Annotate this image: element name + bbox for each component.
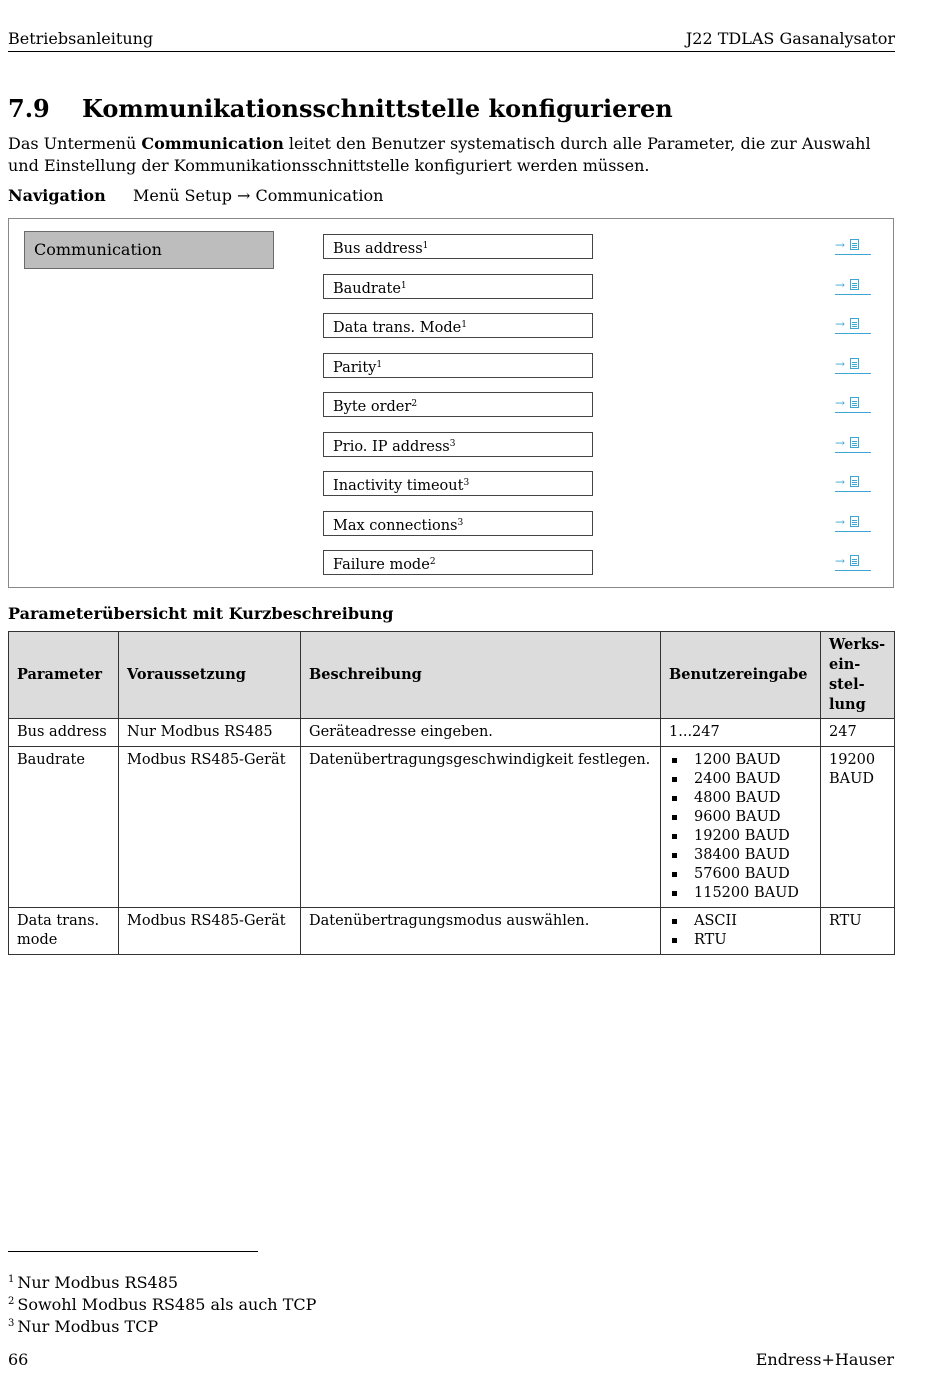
footnote-text: Sowohl Modbus RS485 als auch TCP (17, 1295, 317, 1314)
col-header-description: Beschreibung (301, 632, 661, 719)
col-header-parameter: Parameter (9, 632, 119, 719)
option-item: 1200 BAUD (669, 751, 812, 770)
menu-item-page-link[interactable] (835, 436, 871, 453)
arrow-right-icon: → (835, 514, 846, 529)
option-item: 38400 BAUD (669, 846, 812, 865)
section-number: 7.9 (8, 94, 50, 123)
cell-default: 247 (821, 719, 895, 747)
menu-item-footnote-ref: 1 (400, 280, 407, 291)
option-item: RTU (669, 931, 812, 950)
cell-condition: Nur Modbus RS485 (119, 719, 301, 747)
cell-parameter-line: mode (17, 932, 58, 948)
option-item: 9600 BAUD (669, 808, 812, 827)
section-title: Kommunikationsschnittstelle konfigurieren (82, 94, 673, 123)
menu-item-page-link[interactable] (835, 475, 871, 492)
running-header-left: Betriebsanleitung (8, 29, 154, 48)
intro-text-start: Das Untermenü (8, 134, 142, 153)
brand-name: Endress+Hauser (755, 1350, 894, 1369)
menu-item-label: Failure mode (333, 557, 430, 573)
col-header-default-line: lung (829, 696, 866, 713)
menu-item-label: Inactivity timeout (333, 478, 464, 494)
table-row-data-trans-mode (9, 908, 895, 955)
menu-item-page-link[interactable] (835, 317, 871, 334)
menu-item-page-link[interactable] (835, 357, 871, 374)
arrow-right-icon: → (835, 238, 846, 252)
arrow-right-icon: → (835, 475, 846, 489)
arrow-right-icon: → (835, 435, 846, 450)
col-header-default-line: stel- (829, 676, 865, 693)
table-row-bus-address (9, 719, 895, 747)
menu-item-footnote-ref: 3 (463, 478, 470, 488)
col-header-default-line: ein- (829, 656, 861, 673)
menu-item-page-link[interactable] (835, 238, 871, 255)
menu-item-baudrate[interactable] (323, 274, 593, 299)
document-icon (850, 239, 859, 250)
menu-item-label: Prio. IP address (333, 438, 450, 455)
menu-item-page-link[interactable] (835, 554, 871, 571)
menu-item-prio-ip-address[interactable] (323, 432, 593, 457)
option-item: 57600 BAUD (669, 865, 812, 884)
menu-item-footnote-ref: 1 (461, 320, 467, 330)
table-title: Parameterübersicht mit Kurzbeschreibung (8, 604, 394, 623)
footnote-number: 3 (8, 1318, 15, 1329)
menu-item-label: Max connections (333, 517, 458, 534)
menu-structure-box (8, 218, 894, 588)
menu-item-max-connections[interactable] (323, 511, 593, 536)
document-icon (850, 358, 859, 369)
parameter-table (8, 631, 895, 955)
intro-paragraph (8, 133, 888, 177)
document-icon (850, 397, 859, 408)
menu-item-data-trans-mode[interactable] (323, 313, 593, 338)
footnote-2 (8, 1295, 316, 1314)
document-icon (850, 516, 859, 527)
footnote-text: Nur Modbus RS485 (17, 1273, 179, 1292)
document-icon (850, 555, 859, 566)
navigation-path: Menü Setup → Communication (133, 186, 384, 205)
navigation-label: Navigation (8, 186, 106, 205)
option-item: 115200 BAUD (669, 884, 812, 903)
table-header-row (9, 632, 895, 719)
header-rule (8, 51, 895, 52)
menu-item-label: Baudrate (333, 280, 401, 297)
menu-item-inactivity-timeout[interactable] (323, 471, 593, 496)
menu-item-label: Byte order (333, 399, 412, 415)
cell-condition: Modbus RS485-Gerät (119, 908, 301, 955)
cell-parameter (9, 908, 119, 955)
cell-input (661, 747, 821, 908)
menu-item-footnote-ref: 3 (449, 438, 456, 449)
navigation-line (8, 186, 383, 205)
option-item: ASCII (669, 912, 812, 931)
menu-item-footnote-ref: 1 (422, 241, 429, 251)
menu-item-failure-mode[interactable] (323, 550, 593, 575)
arrow-right-icon: → (835, 317, 846, 331)
col-header-default-line: Werks- (829, 636, 886, 653)
intro-bold-term: Communication (141, 134, 284, 153)
cell-parameter-line: Data trans. (17, 913, 100, 929)
cell-default (821, 747, 895, 908)
arrow-right-icon: → (835, 554, 846, 568)
col-header-input: Benutzereingabe (661, 632, 821, 719)
cell-input (661, 908, 821, 955)
page-number: 66 (8, 1350, 29, 1369)
document-icon (850, 437, 859, 448)
col-header-condition: Voraussetzung (119, 632, 301, 719)
menu-item-footnote-ref: 3 (457, 517, 464, 528)
intro-text-end: leitet den Benutzer systematisch durch alle Parameter, die zur Auswahl und Einstellung der Kommunikationsschnittstelle konfiguriert werden müssen. (8, 134, 871, 175)
menu-item-parity[interactable] (323, 353, 593, 378)
running-header-right: J22 TDLAS Gasanalysator (685, 29, 895, 48)
cell-description: Geräteadresse eingeben. (301, 719, 661, 747)
section-heading (8, 94, 673, 123)
menu-item-footnote-ref: 1 (376, 359, 383, 370)
baudrate-options (669, 751, 812, 903)
cell-description: Datenübertragungsmodus auswählen. (301, 908, 661, 955)
menu-item-footnote-ref: 2 (429, 557, 436, 567)
cell-input: 1...247 (661, 719, 821, 747)
cell-condition: Modbus RS485-Gerät (119, 747, 301, 908)
menu-item-page-link[interactable] (835, 278, 871, 295)
table-row-baudrate (9, 747, 895, 908)
menu-item-label: Parity (333, 359, 377, 376)
menu-item-page-link[interactable] (835, 515, 871, 532)
footnote-1 (8, 1273, 178, 1292)
cell-description: Datenübertragungsgeschwindigkeit festlegen. (301, 747, 661, 908)
option-item: 4800 BAUD (669, 789, 812, 808)
arrow-right-icon: → (835, 277, 846, 292)
menu-item-label: Bus address (333, 241, 423, 257)
menu-root-communication[interactable]: Communication (24, 231, 274, 269)
document-icon (850, 318, 859, 329)
arrow-right-icon: → (835, 356, 846, 371)
footnote-rule (8, 1251, 258, 1252)
footnote-number: 2 (8, 1296, 15, 1307)
footnote-3 (8, 1317, 158, 1336)
document-icon (850, 476, 859, 487)
menu-item-bus-address[interactable] (323, 234, 593, 259)
menu-item-page-link[interactable] (835, 396, 871, 413)
cell-parameter: Baudrate (9, 747, 119, 908)
mode-options (669, 912, 812, 950)
document-icon (850, 279, 859, 290)
menu-item-label: Data trans. Mode (333, 320, 462, 336)
cell-default: RTU (821, 908, 895, 955)
menu-item-footnote-ref: 2 (411, 399, 418, 409)
cell-default-line: BAUD (829, 771, 874, 787)
cell-default-line: 19200 (829, 752, 876, 768)
arrow-right-icon: → (835, 396, 846, 410)
cell-parameter: Bus address (9, 719, 119, 747)
footnote-number: 1 (8, 1274, 15, 1285)
footnote-text: Nur Modbus TCP (17, 1317, 159, 1336)
col-header-default (821, 632, 895, 719)
option-item: 2400 BAUD (669, 770, 812, 789)
menu-item-byte-order[interactable] (323, 392, 593, 417)
option-item: 19200 BAUD (669, 827, 812, 846)
